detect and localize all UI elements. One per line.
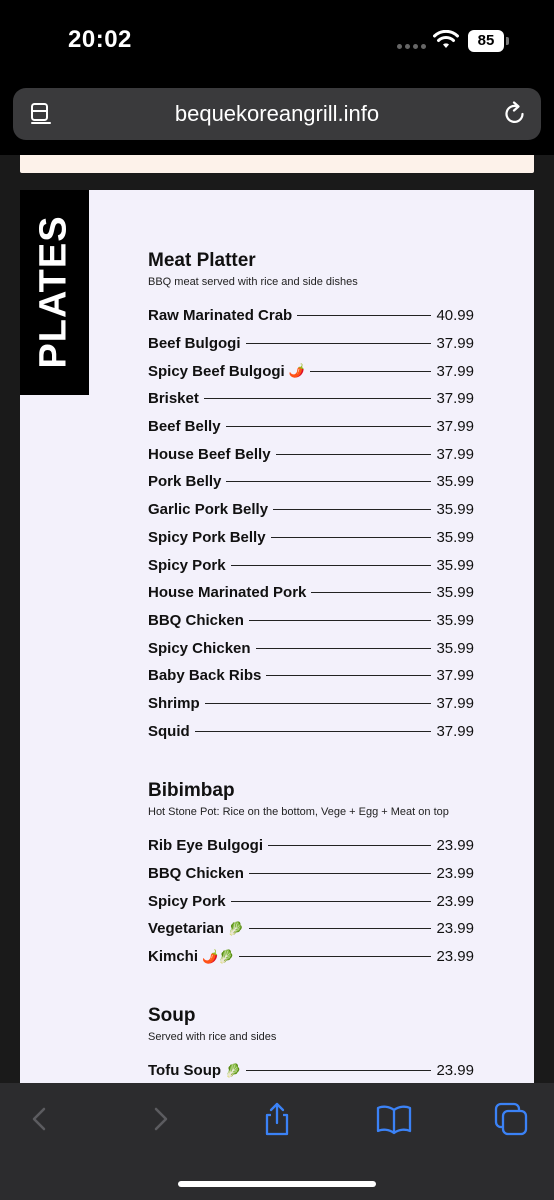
wifi-icon [433,30,459,50]
bookmarks-icon[interactable] [376,1101,412,1137]
section-title: Bibimbap [148,780,235,801]
menu-item-name: House Beef Belly [148,445,271,463]
menu-item-name: BBQ Chicken [148,865,244,883]
menu-item-price: 40.99 [436,307,474,325]
previous-section-strip [20,155,534,173]
address-bar[interactable] [13,88,541,140]
menu-item [148,887,474,915]
leader-line [226,481,431,482]
menu-item-name: Pork Belly [148,473,222,491]
leader-line [249,873,432,874]
section-subtitle: Hot Stone Pot: Rice on the bottom, Vege + Egg + Meat on top [148,806,449,818]
diet-tag-icon: 🌶️ [288,363,305,379]
menu-item [148,579,474,607]
section-subtitle: Served with rice and sides [148,1031,277,1043]
menu-item-price: 35.99 [436,611,474,629]
menu-item-price: 37.99 [436,390,474,408]
menu-item [148,860,474,888]
diet-tag-icon: 🥬 [225,1062,242,1078]
menu-item-price: 37.99 [436,694,474,712]
menu-item-price: 37.99 [436,445,474,463]
menu-section [148,250,474,745]
menu-item-price: 35.99 [436,473,474,491]
section-subtitle: BBQ meat served with rice and side dishes [148,276,358,288]
menu-item [148,717,474,745]
menu-item [148,385,474,413]
section-title: Meat Platter [148,250,256,271]
menu-item-price: 23.99 [436,920,474,938]
menu-item-price: 23.99 [436,865,474,883]
menu-item [148,468,474,496]
menu-item [148,607,474,635]
home-indicator [178,1181,376,1187]
menu-item-name: House Marinated Pork [148,584,307,602]
leader-line [246,343,432,344]
leader-line [205,703,432,704]
menu-item-name: Vegetarian [148,920,224,938]
menu-item [148,330,474,358]
menu-item-name: Brisket [148,390,199,408]
leader-line [249,620,432,621]
menu-item-price: 35.99 [436,528,474,546]
menu-item-name: Raw Marinated Crab [148,307,293,325]
menu-item [148,524,474,552]
cellular-signal-icon [397,44,426,49]
status-bar [0,0,554,80]
menu-item [148,634,474,662]
menu-card [20,190,534,1083]
menu-item-price: 35.99 [436,584,474,602]
battery-level: 85 [468,30,504,52]
plates-tab [20,190,89,395]
browser-address-area [0,80,554,155]
menu-item-name: Spicy Pork Belly [148,528,266,546]
menu-item-list [148,832,474,970]
menu-item-price: 23.99 [436,837,474,855]
leader-line [249,928,431,929]
menu-item [148,440,474,468]
share-icon[interactable] [259,1101,295,1137]
leader-line [297,315,431,316]
menu-item-price: 37.99 [436,667,474,685]
menu-item-price: 37.99 [436,418,474,436]
tabs-icon[interactable] [494,1101,530,1137]
menu-item-name: Tofu Soup [148,1062,222,1080]
menu-item-name: Shrimp [148,694,200,712]
section-title: Soup [148,1005,196,1026]
menu-item-name: Spicy Beef Bulgogi [148,362,285,380]
menu-section [148,780,474,970]
leader-line [231,901,432,902]
menu-item-name: Spicy Pork [148,892,226,910]
diet-tag-icon: 🌶️🥬 [202,948,235,964]
url-text[interactable]: bequekoreangrill.info [174,101,380,126]
menu-item-price: 35.99 [436,501,474,519]
menu-item [148,943,474,971]
menu-item-name: Beef Bulgogi [148,335,241,353]
web-page[interactable] [0,155,554,1083]
menu-item-price: 37.99 [436,362,474,380]
battery-tip [506,37,509,45]
menu-item-name: Rib Eye Bulgogi [148,837,264,855]
menu-item-price: 37.99 [436,722,474,740]
menu-item [148,690,474,718]
menu-item-price: 23.99 [436,948,474,966]
menu-item-name: Garlic Pork Belly [148,501,269,519]
reload-icon[interactable] [503,101,527,127]
menu-item [148,302,474,330]
menu-item [148,496,474,524]
back-icon[interactable] [22,1101,58,1137]
leader-line [256,648,432,649]
menu-item [148,1057,474,1083]
leader-line [271,537,432,538]
menu-item-list [148,302,474,745]
leader-line [204,398,432,399]
status-time: 20:02 [68,26,132,53]
leader-line [311,592,431,593]
leader-line [226,426,432,427]
menu-item [148,915,474,943]
leader-line [266,675,431,676]
menu-item-name: Spicy Pork [148,556,226,574]
menu-item-name: Beef Belly [148,418,221,436]
menu-item [148,662,474,690]
leader-line [273,509,431,510]
menu-item-list [148,1057,474,1083]
menu-item-price: 23.99 [436,1062,474,1080]
leader-line [246,1070,431,1071]
menu-item-name: Squid [148,722,190,740]
diet-tag-icon: 🥬 [227,920,245,936]
menu-section [148,1005,474,1083]
leader-line [268,845,431,846]
leader-line [310,371,432,372]
menu-item-name: BBQ Chicken [148,611,244,629]
menu-item [148,357,474,385]
menu-item [148,413,474,441]
menu-item-price: 37.99 [436,335,474,353]
menu-item-price: 35.99 [436,556,474,574]
menu-item-name: Spicy Chicken [148,639,251,657]
forward-icon[interactable] [142,1101,178,1137]
menu-item-price: 23.99 [436,892,474,910]
leader-line [231,565,432,566]
menu-item-name: Baby Back Ribs [148,667,262,685]
leader-line [276,454,432,455]
menu-item-price: 35.99 [436,639,474,657]
leader-line [195,731,432,732]
plates-tab-label: PLATES [32,215,75,369]
menu-item [148,832,474,860]
menu-item [148,551,474,579]
menu-item-name: Kimchi [148,948,199,966]
leader-line [239,956,431,957]
